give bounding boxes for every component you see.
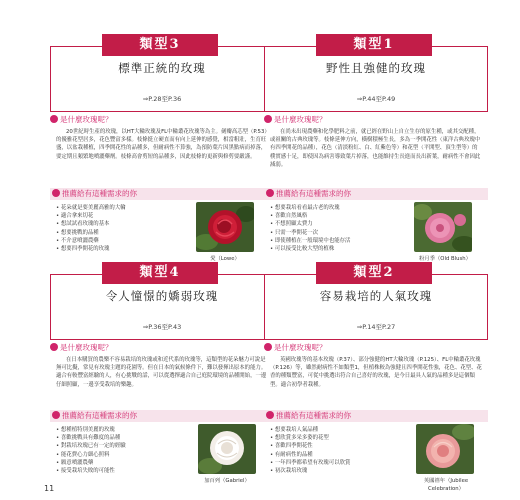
recommend-heading: 推薦給有這種需求的你 — [264, 410, 488, 422]
list-item: • 初次栽培玫瑰 — [270, 467, 410, 475]
recommend-list — [56, 204, 196, 253]
photo-caption: 英國禧年（Jubilee Celebration） — [423, 478, 469, 492]
list-item: • 接受栽培失敗的可能性 — [56, 467, 196, 475]
rose-bullet-icon — [264, 343, 272, 351]
what-heading: 是什麼玫瑰呢？ — [264, 114, 327, 126]
rose-photo — [198, 424, 256, 474]
rose-photo — [416, 424, 474, 474]
page-number: 11 — [44, 484, 55, 493]
type-label: 類型2 — [316, 262, 432, 284]
panel-title: 野性且強健的玫瑰 — [326, 61, 426, 75]
list-item: • 喜歡自然風格 — [270, 212, 410, 220]
description: 在尚未出現農藥和化學肥料之前，就已經在野山上自立生存的原生種，或其交配種，或祖關的古典玫瑰等。枝條延伸方向，橫樹積極生長，多為一季開花性（東洋古典玫瑰中有四季開花的品種），花色（清淡粉紅、白、紅紫色等）和花型（平開型、頂生型等）的樸實感十足，即使因為病害導致葉片掉落，也能維持生長進而長出新葉，耐病性不會因此減弱。 — [270, 129, 481, 168]
photo-caption: 加百列（Gabriel） — [204, 478, 250, 484]
list-item: • 能花費心力細心照料 — [56, 451, 196, 459]
list-item: • 願意噴灑農藥 — [56, 459, 196, 467]
description: 英國玫瑰等的基本玫瑰（P.37）、部分強健的HT大輪玫瑰（P.125）、FL中輪叢花玫瑰（P.126）等，雖然耐病性不如類型1，但植株較為強健且四季開花性強，花色、花型、花香的種類豐富，可從中挑選出符合自己喜好的玫瑰，是今日最具人氣的品種多是這個類型。適合初學者栽種。 — [270, 357, 482, 388]
list-item: • 喜歡挑戰具有難度的品種 — [56, 434, 196, 442]
recommend-list — [270, 204, 410, 253]
rose-photo — [196, 202, 254, 252]
rose-bullet-icon — [52, 189, 60, 197]
list-item: • 不想照顧太費力 — [270, 220, 410, 228]
description: 在日本購買的農樂不容易栽培的玫瑰或和近代系的玫瑰等，這類型的花朵魅力可說是無可比擬，常見有玫瑰主題的花園等。但在日本的氣候條件下，難以發揮出原本的能力。適合有較豐富經驗的人，有心挑戰的話，可以從選擇適合自己庭院環境的品種開始，一邊仔細照顧，一邊享受栽培的樂趣。 — [56, 357, 267, 388]
page-reference: ⇒P.28至P.36 — [142, 95, 182, 103]
what-heading: 是什麼玫瑰呢？ — [50, 114, 113, 126]
list-item: • 想要栽培看看最古老的玫瑰 — [270, 204, 410, 212]
page-reference: ⇒P.36至P.43 — [142, 323, 182, 331]
list-item: • 花朵就是要美麗高雅的大輪 — [56, 204, 196, 212]
recommend-list — [270, 426, 410, 475]
list-item: • 可以接受比較大型的植株 — [270, 245, 410, 253]
rose-bullet-icon — [52, 411, 60, 419]
list-item: • 有耐病性的品種 — [270, 451, 410, 459]
list-item: • 一年四季都希望有玫瑰可以欣賞 — [270, 459, 410, 467]
list-item: • 對栽培玫瑰已有一定的經驗 — [56, 442, 196, 450]
list-item: • 想種植特別美麗的玫瑰 — [56, 426, 196, 434]
list-item: • 適合拿來切花 — [56, 212, 196, 220]
list-item: • 想欣賞多采多姿的花型 — [270, 434, 410, 442]
type-label: 類型3 — [102, 34, 218, 56]
rose-bullet-icon — [266, 189, 274, 197]
list-item: • 想試試看玫瑰的基本 — [56, 220, 196, 228]
list-item: • 想要挑戰的品種 — [56, 229, 196, 237]
list-item: • 即使種植在一般環境中也能存活 — [270, 237, 410, 245]
list-item: • 不介意噴灑農藥 — [56, 237, 196, 245]
recommend-heading: 推薦給有這種需求的你 — [264, 188, 488, 200]
description: 20世紀時生產的玫瑰，以HT大輪玫瑰及FL中輪叢花玫瑰等為主。劍瓣高芯型（P.53）的優雅花型居多，花色豐富多樣。枝條挺立硬直而有向上延伸的感覺，相當粗壯，生育旺盛，以盆栽種植，四季開花性的品種多，但耐病性不算強，為預防葉片因黑點病而掉落，要定期且頻繁地噴灑藥劑。枝條高會剪短的品種多，因此枝條的更新與修剪要嚴謹。 — [56, 129, 268, 160]
list-item: • 想要栽培人氣品種 — [270, 426, 410, 434]
recommend-heading: 推薦給有這種需求的你 — [50, 410, 274, 422]
panel-title: 標準正統的玫瑰 — [118, 61, 206, 75]
page-reference: ⇒P.44至P.49 — [356, 95, 396, 103]
panel-title: 容易栽培的人氣玫瑰 — [319, 289, 433, 303]
recommend-heading: 推薦給有這種需求的你 — [50, 188, 274, 200]
photo-caption: 粉月季（Old Blush） — [419, 256, 471, 262]
type-label: 類型4 — [102, 262, 218, 284]
rose-bullet-icon — [264, 115, 272, 123]
rose-bullet-icon — [50, 343, 58, 351]
rose-bullet-icon — [266, 411, 274, 419]
panel-title: 令人憧憬的嬌弱玫瑰 — [105, 289, 219, 303]
page-reference: ⇒P.14至P.27 — [356, 323, 396, 331]
recommend-list — [56, 426, 196, 475]
list-item: • 想要四季開花的玫瑰 — [56, 245, 196, 253]
type-label: 類型1 — [316, 34, 432, 56]
what-heading: 是什麼玫瑰呢？ — [50, 342, 113, 354]
list-item: • 喜歡四季開花性 — [270, 442, 410, 450]
list-item: • 只需一季開花一次 — [270, 229, 410, 237]
rose-photo — [414, 202, 472, 252]
rose-bullet-icon — [50, 115, 58, 123]
what-heading: 是什麼玫瑰呢？ — [264, 342, 327, 354]
photo-caption: 愛（Lowe） — [210, 256, 240, 262]
